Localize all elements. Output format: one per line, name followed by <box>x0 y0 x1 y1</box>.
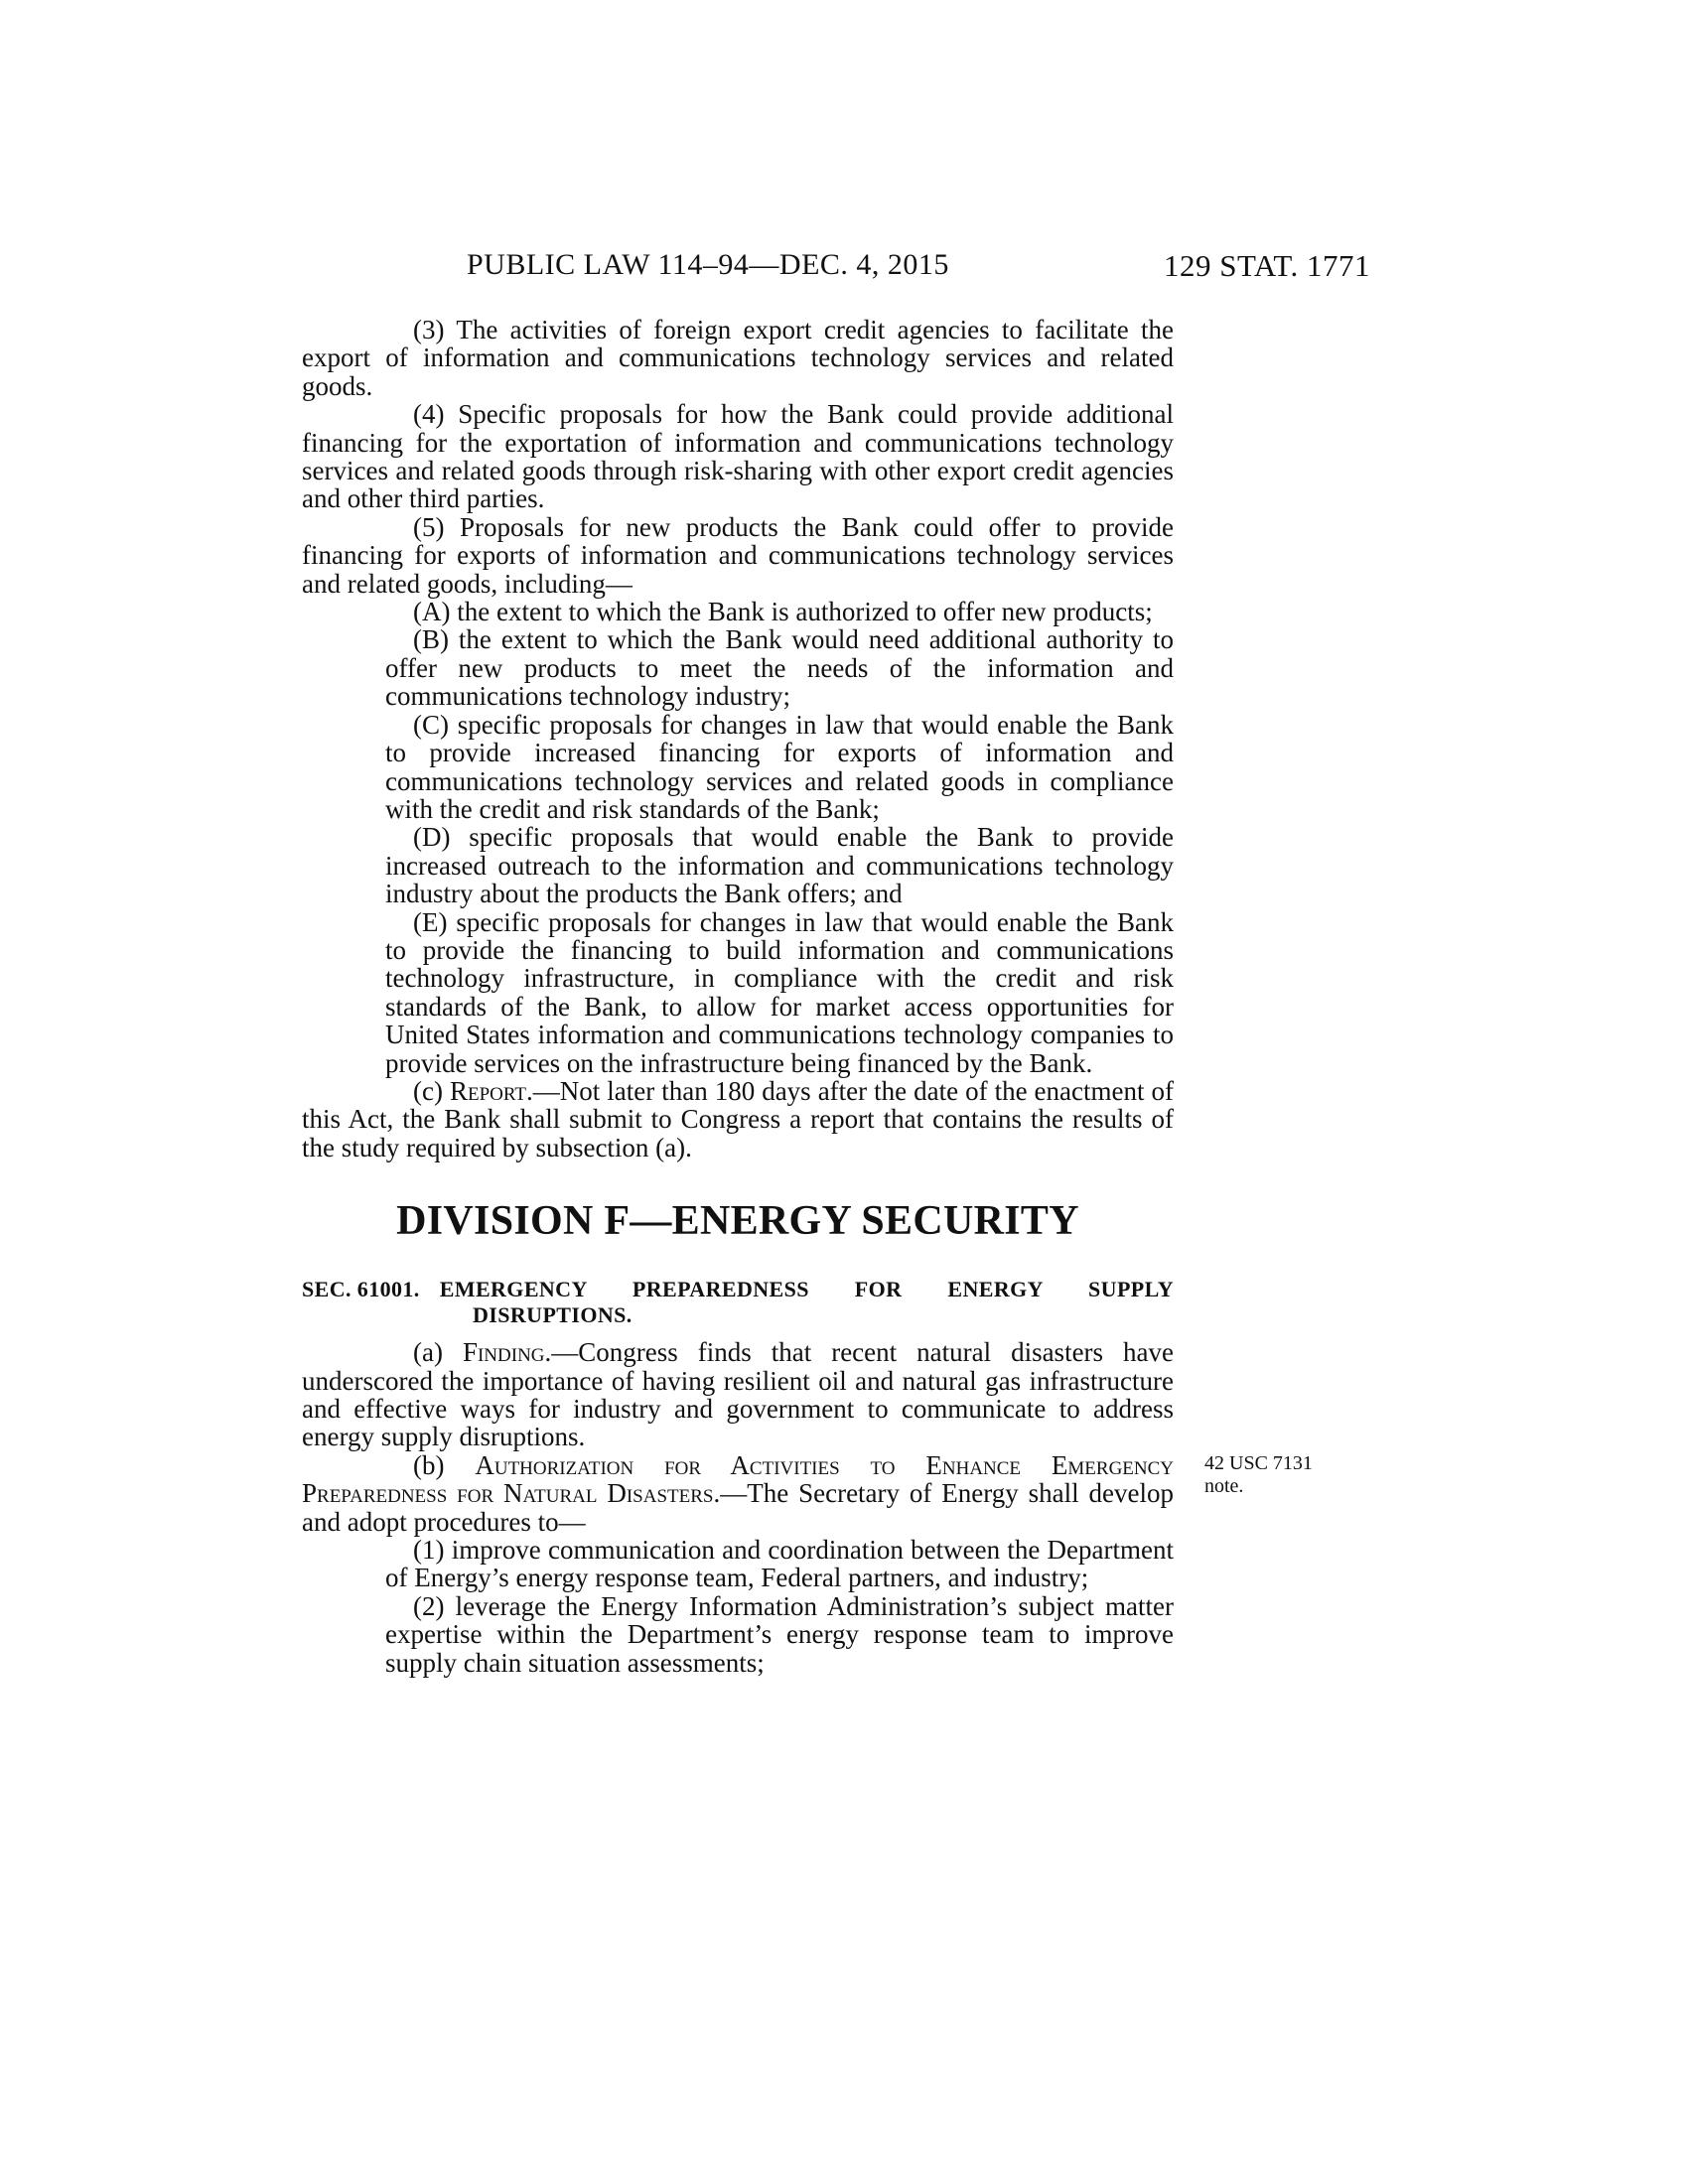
section-number: SEC. 61001. <box>302 1277 420 1302</box>
subparagraph-C-text: (C) specific proposals for changes in law that would enable the Bank to provide increased financing for exports of information and communications technology services and related goods in compliance with the credit and risk standards of the Bank; <box>385 709 1174 824</box>
section-heading <box>302 1277 1174 1328</box>
report-prefix: (c) <box>413 1075 450 1106</box>
subparagraph-E <box>302 908 1174 1077</box>
procedure-1-text: (1) improve communication and coordination between the Department of Energy’s energy response team, Federal partners, and industry; <box>385 1535 1174 1593</box>
law-citation: PUBLIC LAW 114–94—DEC. 4, 2015 <box>467 248 949 281</box>
paragraph-item-4: (4) Specific proposals for how the Bank could provide additional financing for the exportation of information and communications technology services and related goods through risk-sharing with other export credit agencies and other third parties. <box>302 399 1174 514</box>
procedure-1 <box>302 1536 1174 1592</box>
finding-label: Finding <box>462 1337 545 1368</box>
section-title-line1: EMERGENCY PREPAREDNESS FOR ENERGY SUPPLY <box>439 1277 1174 1302</box>
subparagraph-C <box>302 711 1174 824</box>
paragraph-item-3: (3) The activities of foreign export credit agencies to facilitate the export of information and communications technology services and related goods. <box>302 315 1174 401</box>
authorization-text: .—The Secretary of Energy shall develop and adopt procedures to— <box>302 1478 1174 1537</box>
subparagraph-B <box>302 625 1174 710</box>
finding-prefix: (a) <box>413 1337 463 1368</box>
margin-note <box>1204 1452 1313 1498</box>
finding-text: .—Congress finds that recent natural disasters have underscored the importance of having resilient oil and natural gas infrastructure and effective ways for industry and government to communicate to address energy supply disruptions. <box>302 1337 1175 1452</box>
page-header <box>467 248 1370 288</box>
report-text: .—Not later than 180 days after the date of the enactment of this Act, the Bank shall submit to Congress a report that contains the results of the study required by subsection (a). <box>302 1075 1174 1162</box>
subsection-a-finding <box>302 1338 1174 1451</box>
subparagraph-D-text: (D) specific proposals that would enable the Bank to provide increased outreach to the information and communications technology industry about the products the Bank offers; and <box>385 822 1174 909</box>
section-title-line2: DISRUPTIONS. <box>473 1302 633 1328</box>
subparagraph-D <box>302 823 1174 907</box>
subsection-b-authorization <box>302 1451 1174 1536</box>
subparagraph-A-text: (A) the extent to which the Bank is authorized to offer new products; <box>413 597 1153 627</box>
document-body <box>302 316 1174 1677</box>
subparagraph-E-text: (E) specific proposals for changes in law that would enable the Bank to provide the financing to build information and communications technology infrastructure, in compliance with the credit and risk standards of the Bank, to allow for market access opportunities for United States information and communications technology companies to provide services on the infrastructure being financed by the Bank. <box>385 906 1174 1078</box>
report-label: Report <box>449 1075 527 1106</box>
authorization-prefix: (b) <box>413 1449 476 1480</box>
procedure-2 <box>302 1592 1174 1677</box>
subparagraph-B-text: (B) the extent to which the Bank would need additional authority to offer new products to meet the needs of the information and communications technology industry; <box>385 624 1174 712</box>
margin-note-line2: note. <box>1204 1475 1244 1497</box>
subparagraph-A <box>302 598 1174 625</box>
statute-page-number: 129 STAT. 1771 <box>1163 248 1370 283</box>
paragraph-item-5: (5) Proposals for new products the Bank could offer to provide financing for exports of information and communications technology services and related goods, including— <box>302 511 1174 599</box>
margin-note-line1: 42 USC 7131 <box>1204 1452 1313 1474</box>
subsection-c-report <box>302 1077 1174 1161</box>
authorization-label: Authorization for Activities to Enhance Emergency Preparedness for Natural Disasters <box>302 1449 1175 1509</box>
division-title: DIVISION F—ENERGY SECURITY <box>396 1198 1079 1245</box>
procedure-2-text: (2) leverage the Energy Information Administration’s subject matter expertise within the Department’s energy response team to improve supply chain situation assessments; <box>385 1590 1174 1678</box>
